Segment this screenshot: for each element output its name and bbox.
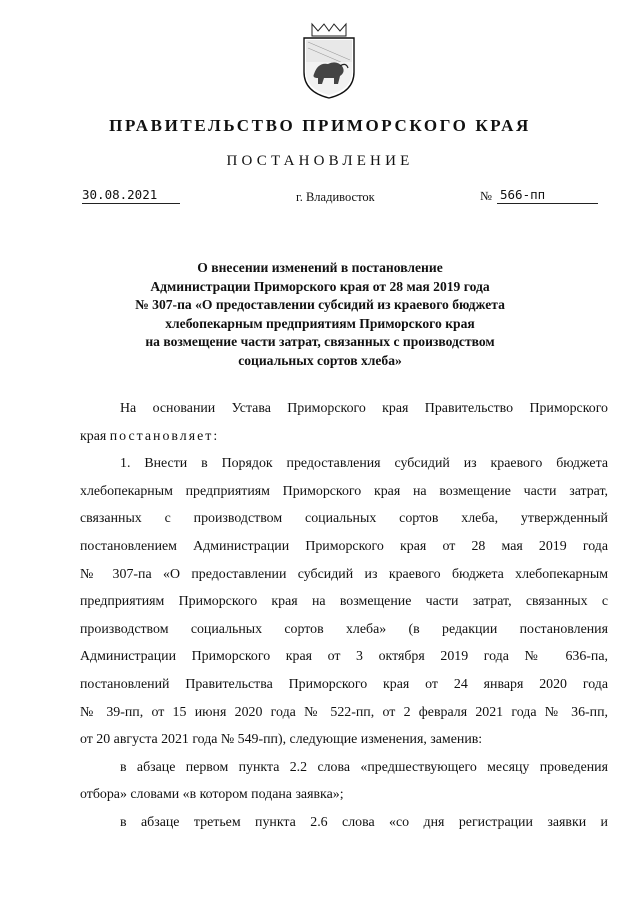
body-line: На основании Устава Приморского края Правительство Приморского: [120, 401, 608, 416]
document-number: 566-пп: [497, 187, 598, 204]
body-line: предприятиям Приморского края на возмещение части затрат, связанных с: [80, 594, 608, 610]
body-line: отбора» словами «в котором подана заявка»;: [80, 787, 344, 803]
body-line: № 307-па «О предоставлении субсидий из краевого бюджета хлебопекарным: [80, 566, 608, 582]
number-sign: №: [480, 189, 492, 203]
subject-line: на возмещение части затрат, связанных с производством: [145, 334, 495, 350]
body-line: 1. Внести в Порядок предоставления субсидий из краевого бюджета: [120, 456, 608, 472]
body-line: в абзаце первом пункта 2.2 слова «предшествующего месяцу проведения: [120, 759, 608, 775]
body-line: хлебопекарным предприятиям Приморского края на возмещение части затрат,: [80, 483, 608, 499]
government-title: ПРАВИТЕЛЬСТВО ПРИМОРСКОГО КРАЯ: [109, 116, 531, 135]
body-line: № 39-пп, от 15 июня 2020 года № 522-пп, от 2 февраля 2021 года № 36-пп,: [80, 704, 608, 720]
body-line: Администрации Приморского края от 3 октября 2019 года № 636-па,: [80, 649, 608, 665]
body-line: производством социальных сортов хлеба» (в редакции постановления: [80, 621, 608, 637]
document-city: г. Владивосток: [296, 190, 375, 204]
body-line: от 20 августа 2021 года № 549-пп), следующие изменения, заменив:: [80, 732, 483, 748]
body-line: в абзаце третьем пункта 2.6 слова «со дня регистрации заявки и: [120, 814, 608, 830]
subject-line: хлебопекарным предприятиям Приморского края: [165, 315, 475, 331]
body-text: края: [80, 428, 110, 444]
document-date: 30.08.2021: [82, 187, 180, 204]
body-line: [80, 423, 608, 451]
body-line: постановлением Администрации Приморского края от 28 мая 2019 года: [80, 538, 608, 554]
body-text-spaced: постановляет:: [109, 428, 220, 444]
subject-line: О внесении изменений в постановление: [197, 260, 443, 275]
document-subject: [80, 259, 560, 371]
document-body: [80, 395, 608, 837]
subject-line: № 307-па «О предоставлении субсидий из краевого бюджета: [135, 297, 505, 313]
subject-line: Администрации Приморского края от 28 мая 2019 года: [150, 278, 490, 294]
coat-of-arms-icon: [300, 22, 358, 100]
body-line: связанных с производством социальных сортов хлеба, утвержденный: [80, 511, 608, 527]
subject-line: социальных сортов хлеба»: [238, 352, 402, 368]
body-line: постановлений Правительства Приморского края от 24 января 2020 года: [80, 676, 608, 692]
document-type: ПОСТАНОВЛЕНИЕ: [226, 153, 414, 169]
